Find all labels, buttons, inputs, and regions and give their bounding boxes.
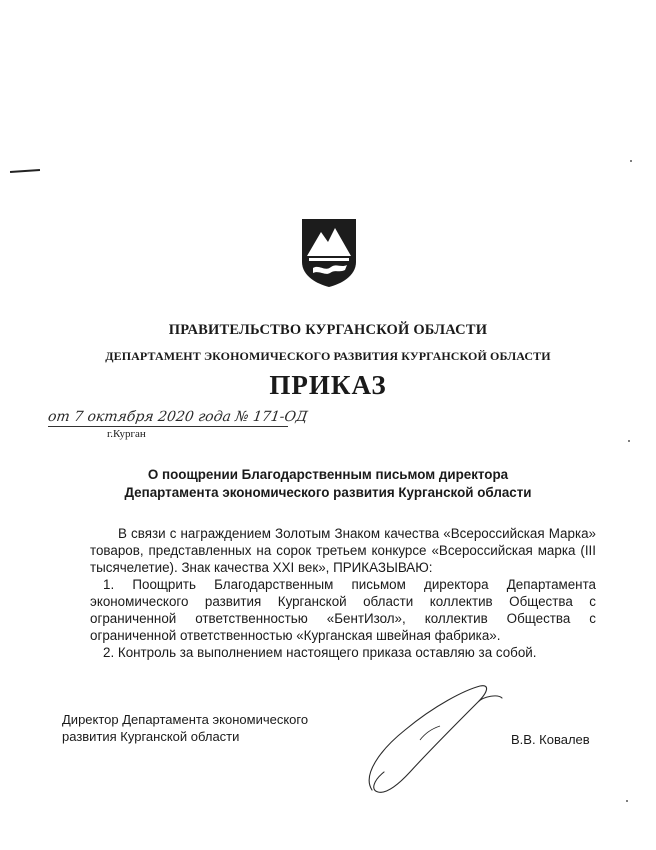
subject-line-1: О поощрении Благодарственным письмом директора [147, 467, 509, 482]
city-label: г.Курган [107, 428, 146, 440]
order-subject [0, 466, 656, 502]
order-item-1: 1. Поощрить Благодарственным письмом директора Департамента экономического развития Курганской области коллектив Общества с ограниченной ответственностью «БентИзол», коллектив Общества с ограниченной ответственностью «Курганская швейная фабрика». [90, 577, 596, 643]
coat-of-arms-emblem [301, 218, 357, 288]
handwritten-signature [360, 680, 510, 800]
order-date-number-line [46, 409, 309, 431]
preamble-paragraph: В связи с награждением Золотым Знаком качества «Всероссийская Марка» товаров, представленных на сорок третьем конкурсе «Всероссийская марка (III тысячелетие). Знак качества XXI век», ПРИКАЗЫВАЮ: [90, 526, 596, 575]
order-body [90, 525, 596, 661]
subject-line-2: Департамента экономического развития Курганской области [124, 485, 532, 500]
signer-position-line-1: Директор Департамента экономического [62, 712, 309, 727]
signer-position [62, 711, 308, 745]
order-item-2: 2. Контроль за выполнением настоящего приказа оставляю за собой. [103, 645, 537, 660]
scan-speck [628, 440, 630, 442]
scan-artifact-mark [10, 169, 40, 173]
underline-rule [48, 426, 288, 427]
document-type-title: ПРИКАЗ [269, 370, 387, 400]
scan-speck [630, 160, 632, 162]
handwritten-date-number: от 7 октября 2020 года № 171-ОД [46, 409, 309, 425]
signer-name: В.В. Ковалев [511, 732, 590, 747]
government-title: ПРАВИТЕЛЬСТВО КУРГАНСКОЙ ОБЛАСТИ [168, 322, 488, 338]
signer-position-line-2: развития Курганской области [62, 729, 240, 744]
scan-speck [626, 800, 628, 802]
department-title: ДЕПАРТАМЕНТ ЭКОНОМИЧЕСКОГО РАЗВИТИЯ КУРГАНСКОЙ ОБЛАСТИ [105, 349, 551, 363]
